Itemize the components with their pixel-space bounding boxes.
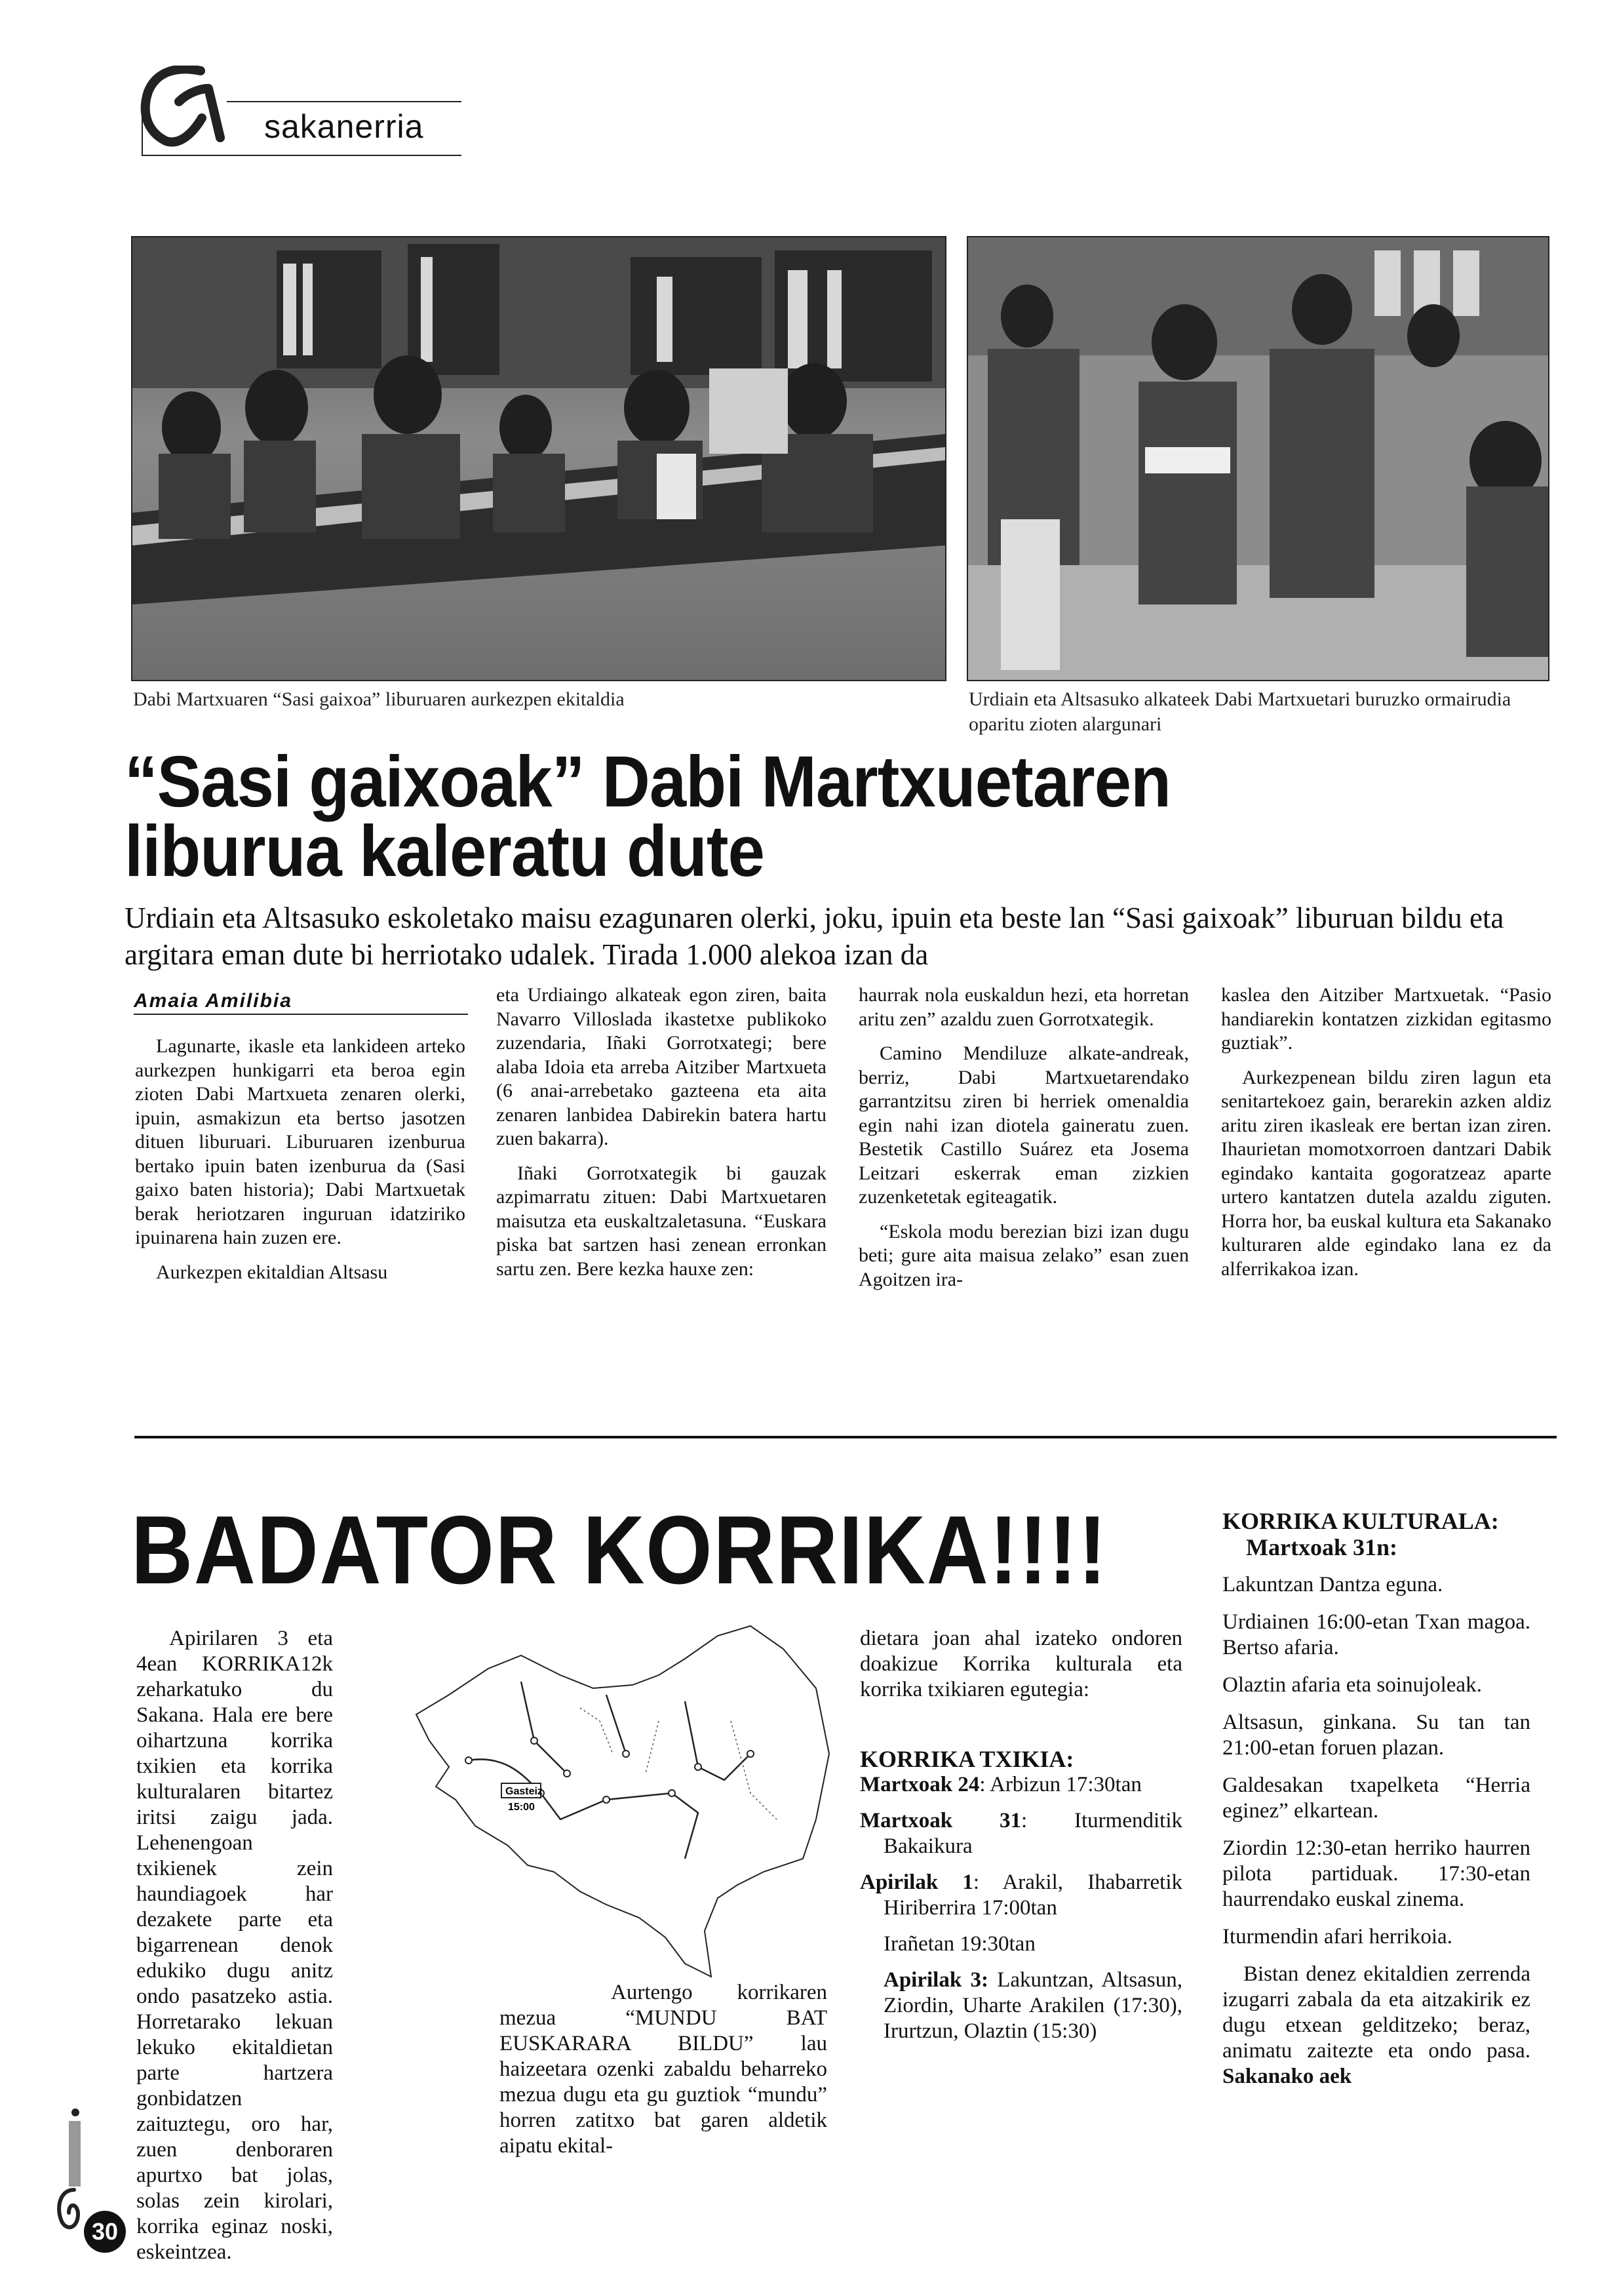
event-item: Lakuntzan Dantza eguna. — [1222, 1573, 1443, 1596]
paragraph: Lagunarte, ikasle eta lankideen arteko aurkezpen hunkigarri eta beroa egin zioten Dabi Martxueta zenaren olerki, ipuin, asmakizun eta bertso jasotzen dituen liburuari. Liburuaren izenburua bertako ipuin baten izenburua da (Sasi gaixo baten historia); Dabi Martxuetak berak heriotzaren inguruan idatziriko ipuinarena hain zuzen ere. — [135, 1035, 465, 1248]
magazine-vertical-logo-icon — [49, 2105, 88, 2236]
section-divider — [134, 1436, 1557, 1438]
photo-gift-ceremony — [967, 236, 1549, 681]
paragraph: haurrak nola euskaldun hezi, eta horretan aritu zen” azaldu zuen Gorrotxategik. — [859, 984, 1189, 1030]
article-column-1 — [135, 1035, 465, 1295]
korrika-kulturala-title: KORRIKA KULTURALA: — [1222, 1508, 1499, 1534]
schedule-item — [860, 1931, 1182, 1957]
headline-line-2: liburua kaleratu dute — [125, 811, 765, 892]
photo-gift-ceremony-image — [968, 237, 1548, 680]
photo-book-presentation — [131, 236, 946, 681]
event-item: Iturmendin afari herrikoia. — [1222, 1925, 1452, 1949]
schedule-item — [860, 1808, 1182, 1859]
schedule-text: Lakuntzan, Altsasun, Ziordin, Uharte Arakilen (17:30), Irurtzun, Olaztin (15:30) — [884, 1968, 1182, 2043]
header-rule-left — [142, 102, 143, 155]
signature: Sakanako aek — [1222, 2065, 1352, 2088]
event-item: Ziordin 12:30-etan herriko haurren pilota partiduak. 17:30-etan haurrendako euskal zinema. — [1222, 1836, 1530, 1911]
schedule-item — [860, 1772, 1182, 1798]
article-headline — [125, 742, 1451, 892]
closing-paragraph — [1222, 1962, 1530, 2089]
korrika-column-1 — [136, 1626, 456, 2276]
section-title: sakanerria — [264, 108, 424, 145]
page-header — [130, 66, 463, 157]
photo-caption: Dabi Martxuaren “Sasi gaixoa” liburuaren aurkezpen ekitaldia — [133, 688, 625, 710]
schedule-text: : Arakil, Ihabarretik Hiriberrira 17:00tan — [884, 1870, 1182, 1920]
schedule-text: : Arbizun 17:30tan — [979, 1773, 1142, 1796]
page-number: 30 — [84, 2211, 126, 2253]
event-item: Galdesakan txapelketa “Herria eginez” elkartean. — [1222, 1773, 1530, 1823]
korrika-headline: BADATOR KORRIKA!!!! — [131, 1496, 1108, 1604]
schedule-item — [860, 1968, 1182, 2044]
event-item: Urdiainen 16:00-etan Txan magoa. Bertso afaria. — [1222, 1610, 1530, 1659]
event-item: Altsasun, ginkana. Su tan tan 21:00-etan foruen plazan. — [1222, 1711, 1530, 1760]
paragraph: kaslea den Aitziber Martxuetak. “Pasio handiarekin kontatzen zizkidan egitasmo guztiak”. — [1221, 984, 1551, 1054]
headline-line-1: “Sasi gaixoak” Dabi Martxuetaren — [125, 742, 1171, 822]
schedule-item — [860, 1870, 1182, 1921]
paragraph: eta Urdiaingo alkateak egon ziren, baita Navarro Villoslada ikastetxe publikoko zuzendaria, Iñaki Gorrotxategi; bere alaba Idoia eta arreba Aitziber Martxueta (6 anai-arrebetako gazteena eta aita zenaren lanbidea Dabirekin batera hartu zuen bakarra). — [496, 984, 827, 1149]
schedule-date: Apirilak 1 — [860, 1870, 973, 1894]
korrika-kulturala-subtitle: Martxoak 31n: — [1246, 1534, 1397, 1560]
paragraph: Aurkezpenean bildu ziren lagun eta senitartekoez gain, berarekin azken aldiz aritu ziren ikasleak ere bertan izan ziren. Ihaurietan momotxorroen dantzari Dabik egindako kantaita gogoratzeaz aparte urtero kantatzen dutela azaldu ziguten. Horra hor, ba euskal kultura eta Sakanako kulturaren alde egindako lana ez da alferrikakoa izan. — [1221, 1066, 1551, 1280]
map-label-time: 15:00 — [508, 1802, 535, 1813]
photo-book-presentation-image — [132, 237, 945, 680]
article-column-4 — [1221, 983, 1551, 1292]
paragraph: Aurkezpen ekitaldian Altsasu — [156, 1261, 388, 1283]
article-column-3 — [859, 983, 1189, 1302]
korrika-column-2 — [499, 1980, 827, 2169]
closing-text: Bistan denez ekitaldien zerrenda izugarri zabala da eta aitzakirik ez dugu etxean gelditzeko; beraz, animatu zaitezte eta ondo pasa. — [1222, 1962, 1530, 2063]
korrika-txikia-title: KORRIKA TXIKIA: — [860, 1746, 1074, 1772]
byline: Amaia Amilibia — [134, 990, 468, 1015]
magazine-g-logo-icon — [130, 66, 228, 151]
header-rule-bottom — [142, 155, 461, 156]
article-column-2 — [496, 983, 827, 1292]
paragraph: “Eskola modu berezian bizi izan dugu beti; gure aita maisua zelako” esan zuen Agoitzen ira- — [859, 1220, 1189, 1290]
schedule-text: : Iturmenditik Bakaikura — [884, 1809, 1182, 1858]
paragraph: Aurtengo korrikaren mezua “MUNDU BAT EUSKARARA BILDU” lau haizeetara ozenki zabaldu beharreko mezua dugu eta gu guztiok “mundu” horren zatitxo bat garen aldetik aipatu ekital- — [499, 1981, 827, 2158]
paragraph: Camino Mendiluze alkate-andreak, berriz, Dabi Martxuetarendako garrantzitsu ziren bi herriek omenaldia egin nahi izan diotela gaineratu zuen. Bestetik Castillo Suárez eta Josema Leitzari eskerrak eman zizkien zuzenketetak egiteagatik. — [859, 1042, 1189, 1208]
schedule-date: Martxoak 24 — [860, 1773, 980, 1796]
event-item: Olaztin afaria eta soinujoleak. — [1222, 1673, 1482, 1697]
paragraph: dietara joan ahal izateko ondoren doakizue Korrika kulturala eta korrika txikiaren egutegia: — [860, 1627, 1182, 1701]
korrika-column-4 — [1222, 1508, 1530, 2101]
schedule-date: Martxoak 31 — [860, 1809, 1021, 1832]
schedule-text: Irañetan 19:30tan — [884, 1932, 1036, 1956]
korrika-column-3 — [860, 1626, 1182, 2055]
basque-country-route-map — [410, 1623, 836, 1990]
photo-caption: Urdiain eta Altsasuko alkateek Dabi Martxuetari buruzko ormairudia oparitu zioten alargunari — [969, 688, 1511, 735]
header-rule-top — [227, 101, 461, 102]
map-label-city: Gasteiz — [505, 1786, 543, 1797]
paragraph: Apirilaren 3 eta 4ean KORRIKA12k zeharkatuko du Sakana. Hala ere bere oihartzuna korrika txikien eta korrika kulturalaren bitartez iritsi zaigu jada. Lehenengoan txikienek zein haundiagoek har dezakete parte eta bigarrenean denok edukiko dugu anitz ondo pasatzeko astia. Horretarako lekuan lekuko ekitaldietan parte hartzera gonbidatzen zaituztegu, oro har, zuen denboraren apurtxo bat jolas, solas zein kirolari, korrika eginaz noski, eskeintzea. — [136, 1627, 333, 2264]
article-standfirst: Urdiain eta Altsasuko eskoletako maisu ezagunaren olerki, joku, ipuin eta beste lan “Sasi gaixoak” liburuan bildu eta argitara eman dute bi herriotako udalek. Tirada 1.000 alekoa izan da — [125, 901, 1504, 971]
schedule-date: Apirilak 3: — [884, 1968, 988, 1992]
paragraph: Iñaki Gorrotxategik bi gauzak azpimarratu zituen: Dabi Martxuetaren maisutza eta euskaltzaletasuna. “Euskara piska bat sartzen hasi zenean erronkan sartu zen. Bere kezka hauxe zen: — [496, 1162, 827, 1280]
